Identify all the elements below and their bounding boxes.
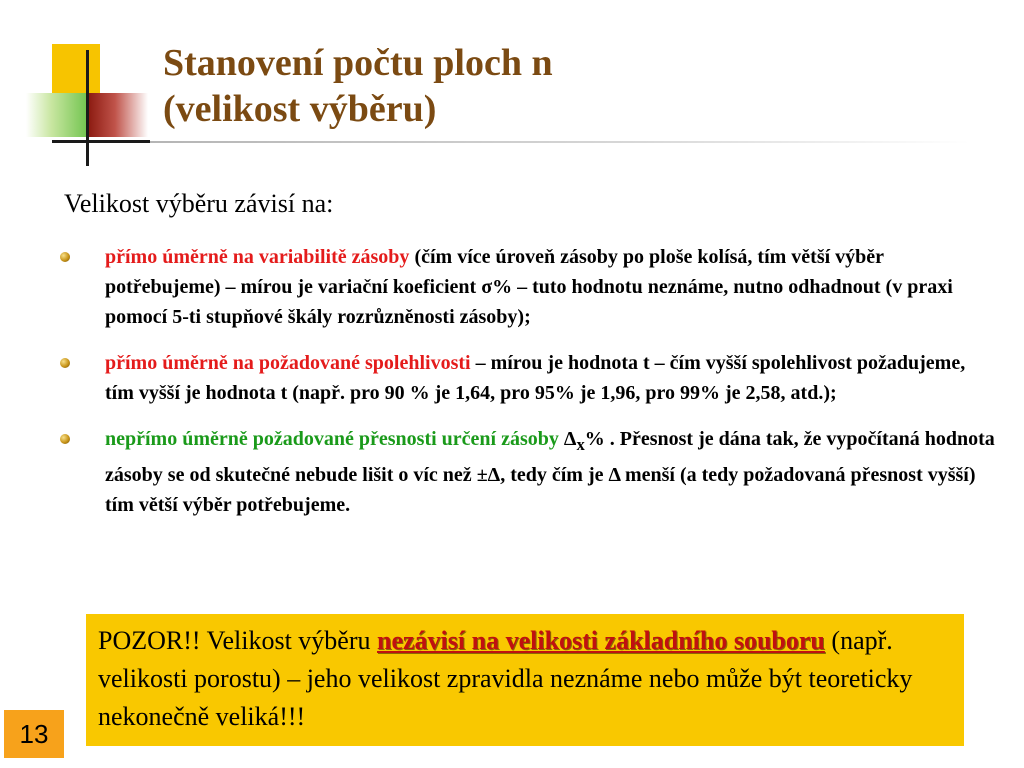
title-line-1: Stanovení počtu ploch n (163, 42, 553, 84)
bullet-text: % . Přesnost je dána tak, že vypočítaná hodnota zásoby se od skutečné nebude lišit o víc než (105, 428, 995, 486)
bullet-text: , tedy čím je (500, 464, 609, 486)
bullet-dot-icon (60, 434, 70, 444)
page-number-badge: 13 (4, 710, 64, 758)
bullet-highlight: přímo úměrně na variabilitě zásoby (105, 246, 410, 268)
delta-subscript: x (576, 435, 585, 454)
delta-symbol: Δ (563, 428, 577, 450)
bullet-reliability (60, 348, 995, 408)
bullet-list (60, 242, 995, 536)
bullet-dot-icon (60, 358, 70, 368)
bullet-highlight: přímo úměrně na požadované spolehlivosti (105, 352, 471, 374)
warning-box (86, 614, 964, 746)
bullet-variability (60, 242, 995, 332)
delta-symbol: Δ (608, 464, 620, 486)
decor-vertical-line (86, 50, 89, 166)
decor-yellow-square (52, 44, 100, 94)
bullet-text: (čím více úroveň zásoby po ploše kolísá, tím větší výběr potřebujeme) – mírou je variační koeficient (105, 246, 884, 298)
bullet-highlight: nepřímo úměrně požadované přesnosti určení zásoby (105, 428, 559, 450)
bullet-text: – mírou je hodnota t – čím vyšší spolehlivost požadujeme, tím vyšší je hodnota t (např. pro 90 % je 1,64, pro 95% je 1,96, pro 99% je 2,58, atd.); (105, 352, 966, 404)
warning-prefix: POZOR!! Velikost výběru (98, 626, 378, 655)
intro-text: Velikost výběru závisí na: (64, 189, 334, 218)
decor-horizontal-line (52, 140, 150, 143)
warning-highlight: nezávisí na velikosti základního souboru (377, 626, 825, 655)
bullet-dot-icon (60, 252, 70, 262)
slide-title (163, 40, 553, 132)
plus-minus-delta-symbol: ±Δ (476, 464, 501, 486)
decor-green-gradient (26, 93, 90, 137)
bullet-text: menší (a tedy požadovaná přesnost vyšší) tím větší výběr potřebujeme. (105, 464, 976, 516)
bullet-precision (60, 424, 995, 520)
title-line-2: (velikost výběru) (163, 88, 437, 130)
decor-red-gradient (88, 93, 148, 137)
warning-suffix: (např. velikosti porostu) – jeho velikost zpravidla neznáme nebo může být teoreticky nekonečně veliká!!! (98, 626, 913, 731)
bullet-text: % – tuto hodnotu neznáme, nutno odhadnout (v praxi pomocí 5-ti stupňové škály rozrůzněnosti zásoby); (105, 276, 953, 328)
sigma-symbol: σ (481, 276, 493, 298)
title-underline (150, 141, 970, 143)
